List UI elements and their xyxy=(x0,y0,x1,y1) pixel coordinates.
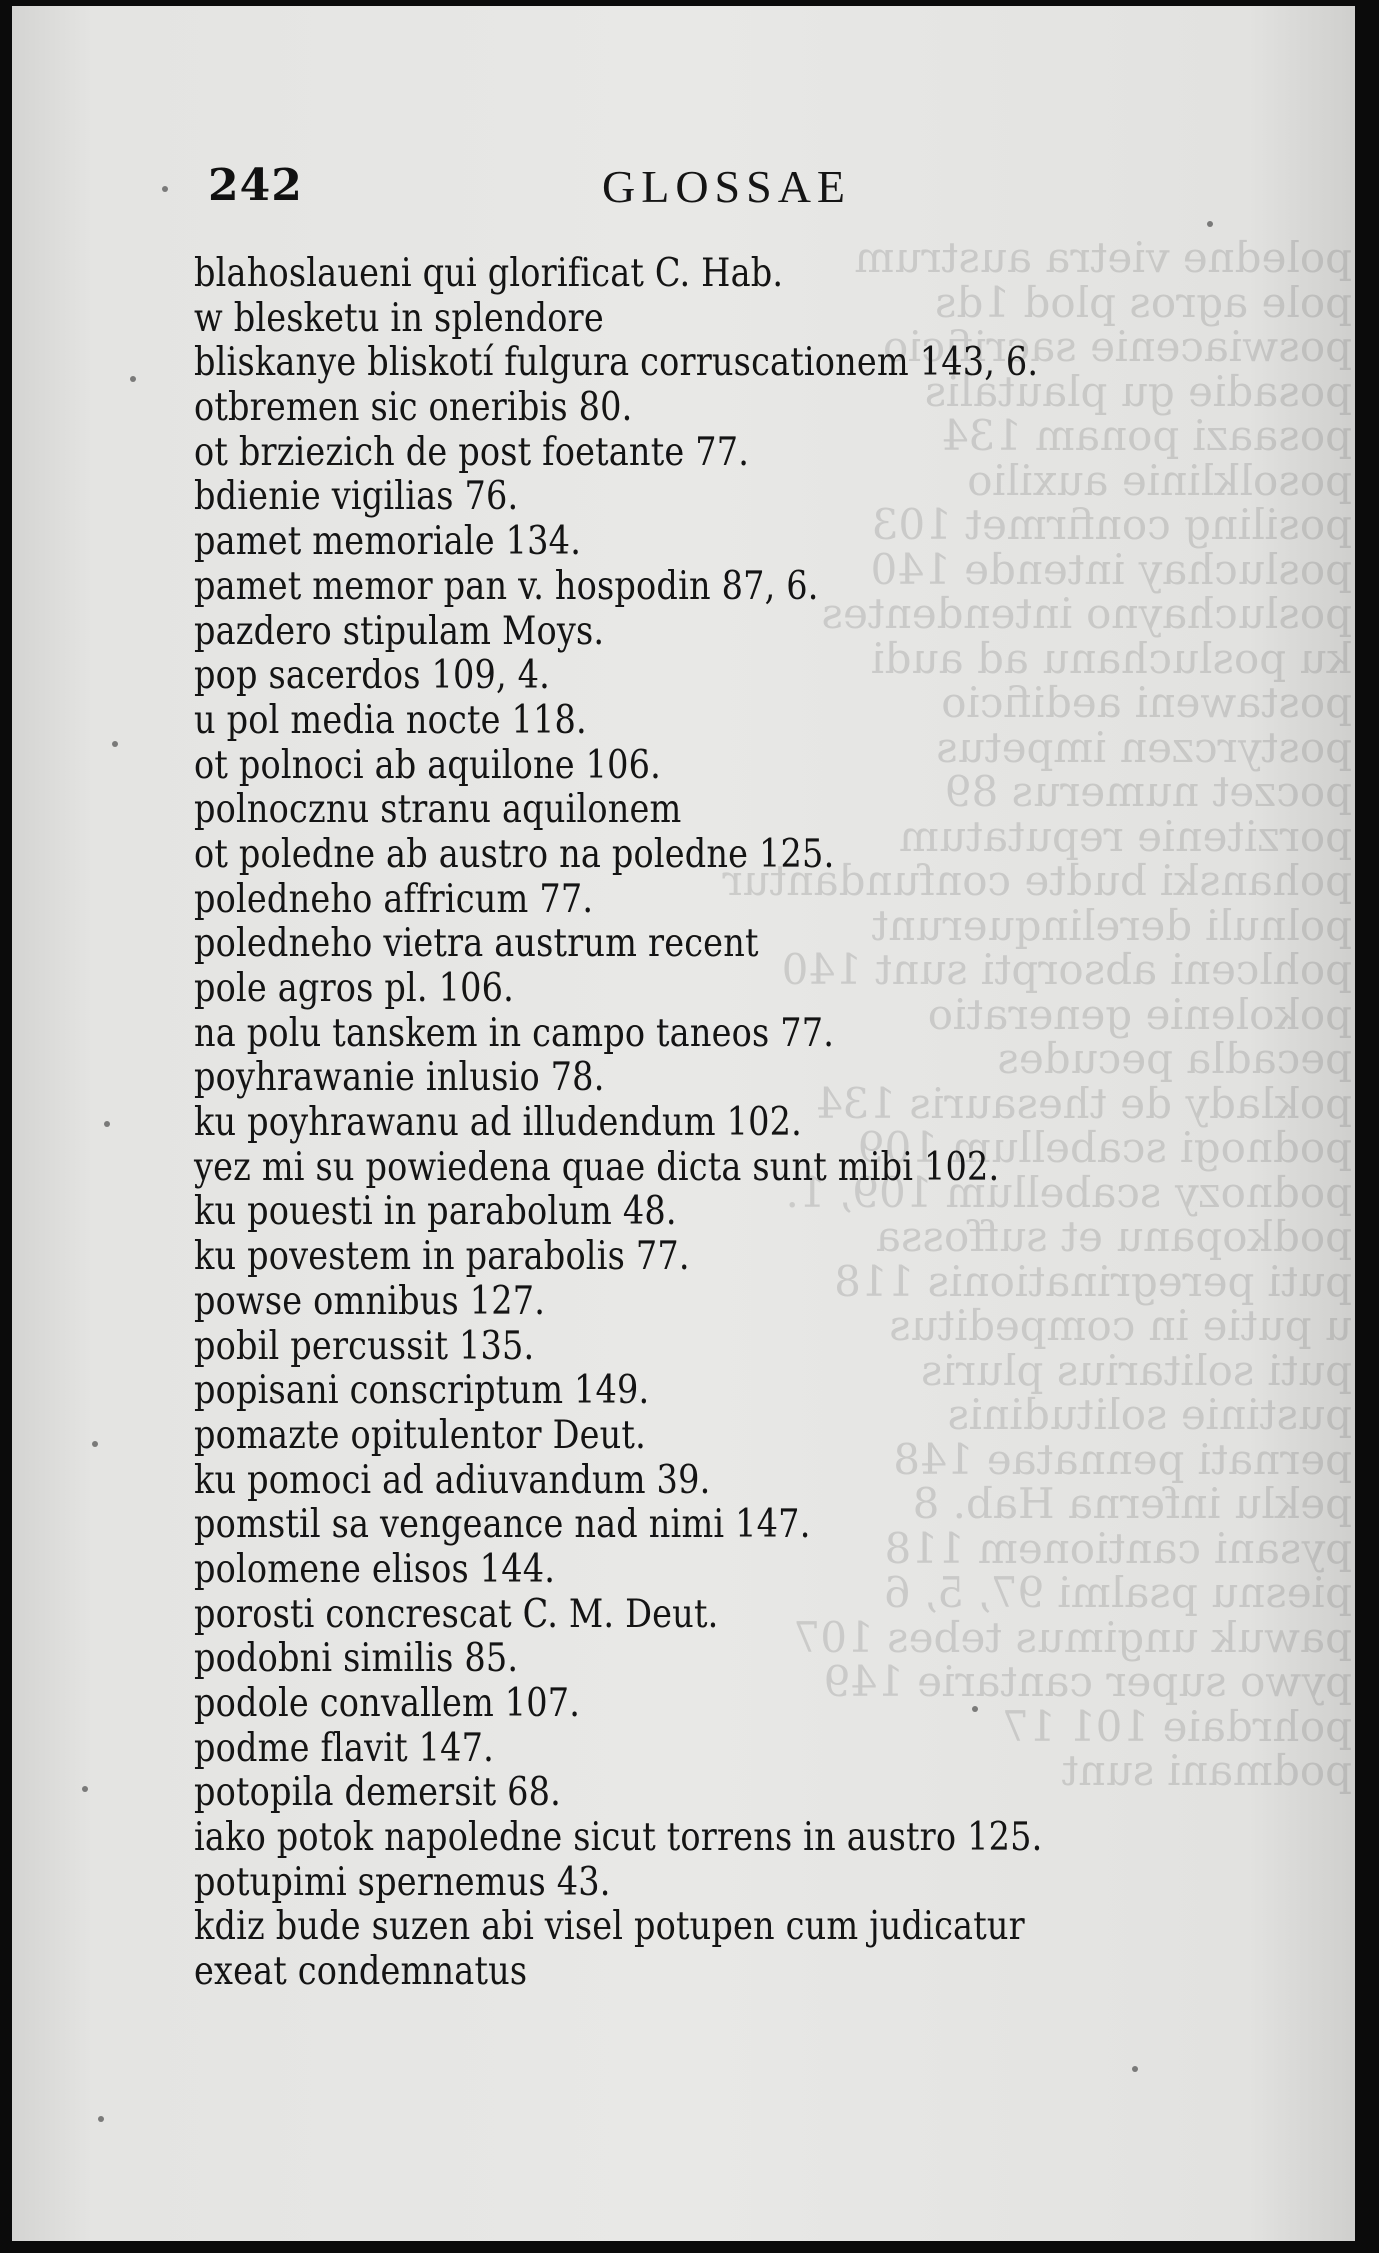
glossary-entry: pobil percussit 135. xyxy=(194,1323,535,1369)
glossary-entry: ot brziezich de post foetante 77. xyxy=(194,429,750,475)
glossary-entry: na polu tanskem in campo taneos 77. xyxy=(194,1010,835,1056)
glossary-entry: pomazte opitulentor Deut. xyxy=(194,1412,646,1458)
glossary-entry: popisani conscriptum 149. xyxy=(194,1368,650,1414)
glossary-entry: polomene elisos 144. xyxy=(194,1546,556,1592)
glossary-entry: pamet memor pan v. hospodin 87, 6. xyxy=(194,563,819,609)
glossary-entry: pop sacerdos 109, 4. xyxy=(194,653,550,699)
glossary-entry: ot poledne ab austro na poledne 125. xyxy=(194,831,835,877)
glossary-entry: bdienie vigilias 76. xyxy=(194,474,519,520)
glossary-entry: blahoslaueni qui glorificat C. Hab. xyxy=(194,251,784,296)
glossary-entry: potupimi spernemus 43. xyxy=(194,1859,611,1905)
glossary-entry: polnocznu stranu aquilonem xyxy=(194,787,682,833)
glossary-entry: ku povestem in parabolis 77. xyxy=(194,1234,690,1280)
glossary-entry: pazdero stipulam Moys. xyxy=(194,608,605,654)
glossary-entry: podme flavit 147. xyxy=(194,1725,495,1771)
glossary-entry: bliskanye bliskotí fulgura corruscationem 143, 6. xyxy=(194,340,1039,386)
dust-speck xyxy=(1207,221,1213,227)
glossary-entry: poledneho vietra austrum recent xyxy=(194,921,759,967)
glossary-entry: exeat condemnatus xyxy=(194,1949,528,1995)
page-number: 242 xyxy=(208,160,303,211)
glossary-entry: w blesketu in splendore xyxy=(194,295,604,341)
glossary-entry: potopila demersit 68. xyxy=(194,1770,561,1816)
glossary-entry: u pol media nocte 118. xyxy=(194,697,587,743)
dust-speck xyxy=(98,2116,104,2122)
glossary-entry: pomstil sa vengeance nad nimi 147. xyxy=(194,1502,811,1548)
glossary-entries xyxy=(194,252,1344,1995)
dust-speck xyxy=(82,1786,88,1792)
dust-speck xyxy=(130,376,136,382)
glossary-entry: ot polnoci ab aquilone 106. xyxy=(194,742,661,788)
paper-sheet xyxy=(12,6,1355,2241)
glossary-entry: poyhrawanie inlusio 78. xyxy=(194,1055,605,1101)
glossary-entry: otbremen sic oneribis 80. xyxy=(194,385,633,431)
glossary-entry: podole convallem 107. xyxy=(194,1681,581,1726)
dust-speck xyxy=(104,1121,110,1127)
glossary-entry: ku pomoci ad adiuvandum 39. xyxy=(194,1457,711,1503)
dust-speck xyxy=(162,186,168,192)
running-head-title: GLOSSAE xyxy=(602,161,852,212)
glossary-entry: ku poyhrawanu ad illudendum 102. xyxy=(194,1100,802,1146)
glossary-entry: porosti concrescat C. M. Deut. xyxy=(194,1591,719,1637)
glossary-entry: pamet memoriale 134. xyxy=(194,519,582,565)
dust-speck xyxy=(92,1441,98,1447)
glossary-entry: powse omnibus 127. xyxy=(194,1278,546,1324)
page-header xyxy=(12,6,1355,226)
glossary-entry: podobni similis 85. xyxy=(194,1636,519,1682)
glossary-entry: yez mi su powiedena quae dicta sunt mibi 102. xyxy=(194,1144,1000,1190)
glossary-entry: iako potok napoledne sicut torrens in austro 125. xyxy=(194,1815,1043,1861)
glossary-entry: ku pouesti in parabolum 48. xyxy=(194,1189,677,1235)
dust-speck xyxy=(112,741,118,747)
glossary-entry: pole agros pl. 106. xyxy=(194,966,514,1011)
dust-speck xyxy=(972,1706,978,1712)
bleed-through-texture: poledne vietra austrum pole agros plod 1ds poswiacenie sacrificio posadie gu plautalis posaazi ponam 134 posolklinie auxilio posiling confirmet 103 posluchay intende 140 posluchayno intendentes ku posluchanu ad audi postaweni aedificio postyrczen impetus poczet numerus 89 porzitenie reputatum pohanski budte confundantur polnuli derelinquerunt pohlceni absorpti sunt 140 pokolenie generatio pecadla pecudes poklady de thesauris 134 podnogi scabellum 109 podnozy scabellum 109, 1. podkopanu et suffossa puti peregrinationis 118 u putie in compeditus puti solitarius pluris pustinie solitudinis pernati pennatae 148 peklu inferna Hab. 8 pysani cantionem 118 piesnu psalmi 97, 5, 6 pawuk ungimus tebes 107 pywo super cantarie 149 pohrdaie 101 17 podmani sunt xyxy=(722,233,1352,1795)
glossary-entry: kdiz bude suzen abi visel potupen cum judicatur xyxy=(194,1904,1025,1950)
glossary-entry: poledneho affricum 77. xyxy=(194,876,594,922)
dust-speck xyxy=(1132,2066,1138,2072)
